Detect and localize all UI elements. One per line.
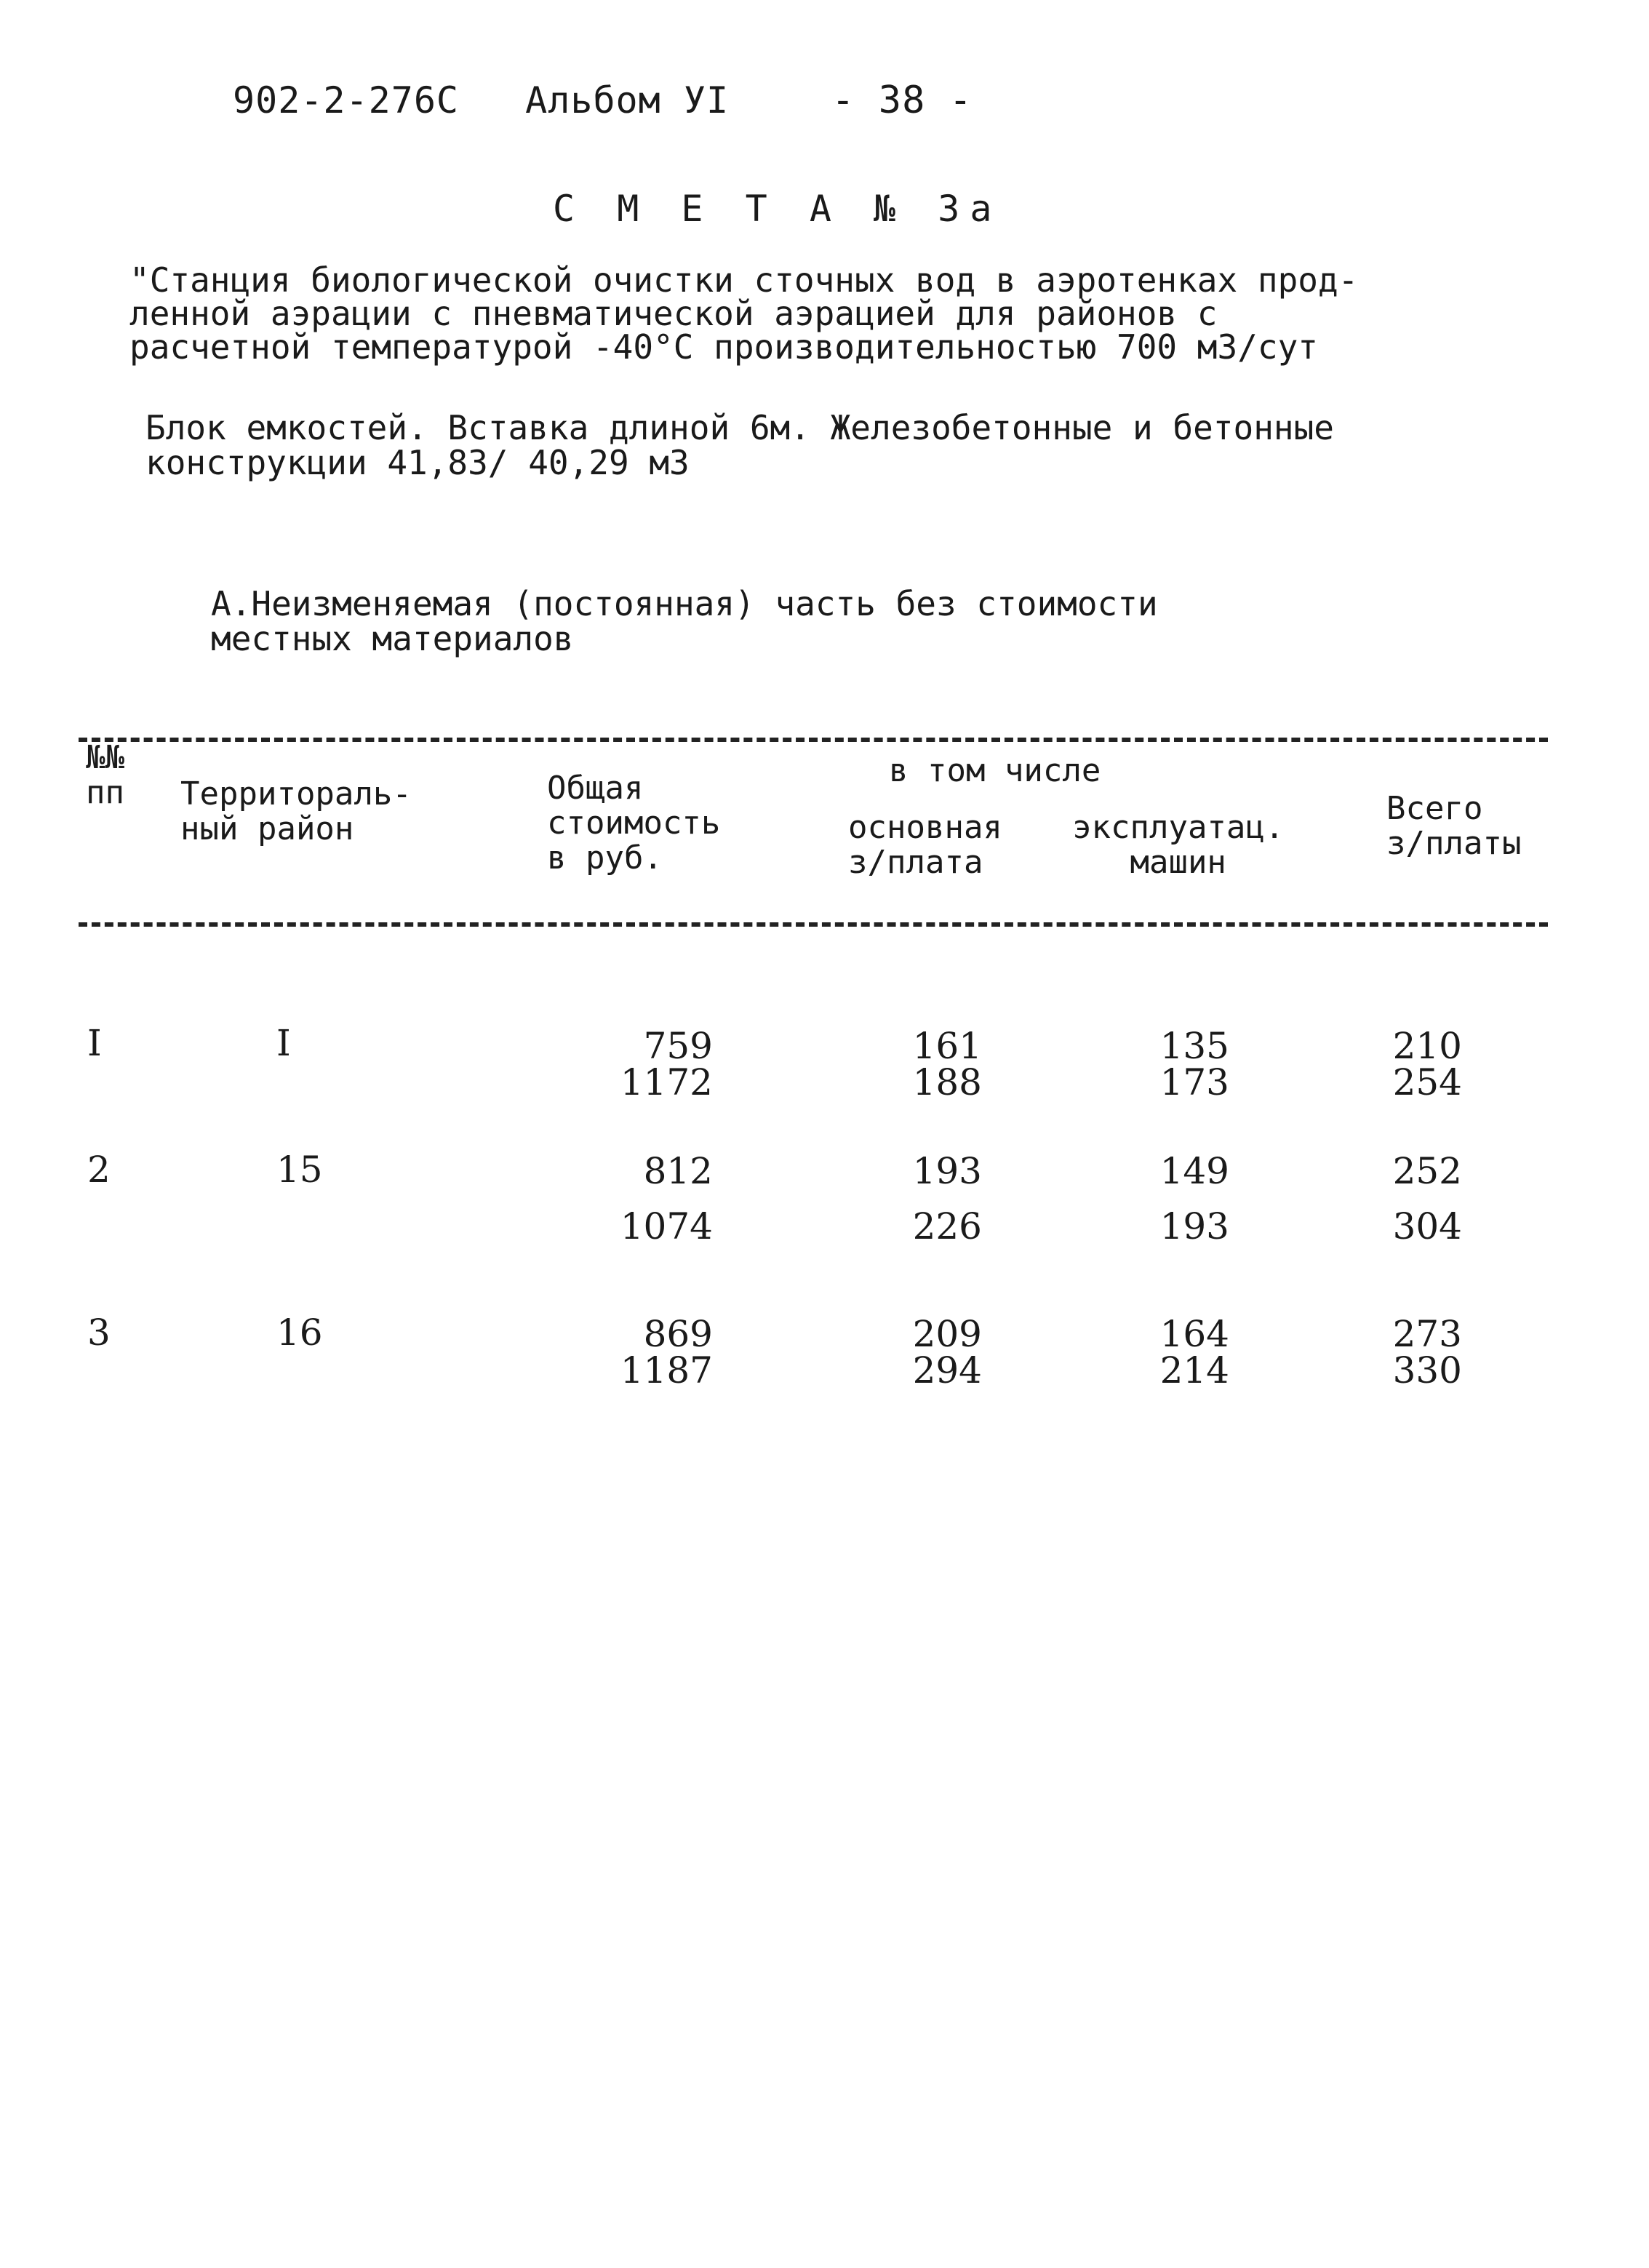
block-description: Блок емкостей. Вставка длиной 6м. Железобетонные и бетонные конструкции 41,83/ 40,29 м3 bbox=[145, 408, 1334, 482]
header-machine-operation: эксплуатац. машин bbox=[1072, 809, 1285, 881]
cell-total-wages: 254 bbox=[1392, 1061, 1462, 1103]
row-region: I bbox=[276, 1022, 291, 1064]
cell-base-wages: 294 bbox=[912, 1349, 982, 1391]
cell-base-wages: 193 bbox=[912, 1150, 982, 1192]
album-label: Альбом УI bbox=[525, 79, 730, 121]
cell-total-wages: 252 bbox=[1392, 1150, 1462, 1192]
header-including: в том числе bbox=[889, 752, 1101, 789]
table-top-rule bbox=[79, 738, 1548, 742]
page-number: - 38 - bbox=[831, 79, 973, 122]
table-header-rule bbox=[79, 922, 1548, 927]
header-row-number: №№ пп bbox=[86, 739, 124, 811]
row-number: 2 bbox=[87, 1149, 111, 1191]
cell-total-cost: 812 bbox=[643, 1150, 713, 1192]
document-code: 902-2-276С bbox=[233, 79, 460, 121]
header-total-wages: Всего з/платы bbox=[1386, 790, 1522, 862]
cell-total-wages: 210 bbox=[1392, 1025, 1462, 1067]
section-a-heading: А.Неизменяемая (постоянная) часть без стоимости местных материалов bbox=[211, 584, 1158, 658]
cell-machine-operation: 164 bbox=[1159, 1313, 1229, 1355]
cell-machine-operation: 149 bbox=[1159, 1150, 1229, 1192]
cell-base-wages: 209 bbox=[912, 1313, 982, 1355]
cell-total-wages: 273 bbox=[1392, 1313, 1462, 1355]
cell-machine-operation: 135 bbox=[1159, 1025, 1229, 1067]
page-header bbox=[233, 79, 973, 122]
row-region: 16 bbox=[276, 1311, 323, 1354]
cell-machine-operation: 214 bbox=[1159, 1349, 1229, 1391]
cell-total-cost: 1172 bbox=[620, 1061, 713, 1103]
cell-base-wages: 226 bbox=[912, 1205, 982, 1247]
row-number: 3 bbox=[87, 1311, 111, 1354]
project-description: "Станция биологической очистки сточных вод в аэротенках прод- ленной аэрации с пневматической аэрацией для районов с расчетной температурой -40°С производительностью 700 м3/сут bbox=[129, 260, 1359, 367]
header-region: Территораль- ный район bbox=[180, 775, 412, 847]
cell-base-wages: 188 bbox=[912, 1061, 982, 1103]
cell-total-cost: 869 bbox=[643, 1313, 713, 1355]
cell-base-wages: 161 bbox=[912, 1025, 982, 1067]
header-total-cost: Общая стоимость в руб. bbox=[547, 770, 721, 877]
estimate-title: С М Е Т А № 3а bbox=[553, 188, 1002, 230]
cell-total-cost: 1187 bbox=[620, 1349, 713, 1391]
cell-total-cost: 1074 bbox=[620, 1205, 713, 1247]
cell-total-cost: 759 bbox=[643, 1025, 713, 1067]
row-region: 15 bbox=[276, 1149, 323, 1191]
row-number: I bbox=[87, 1022, 102, 1064]
cell-total-wages: 330 bbox=[1392, 1349, 1462, 1391]
cell-total-wages: 304 bbox=[1392, 1205, 1462, 1247]
cell-machine-operation: 193 bbox=[1159, 1205, 1229, 1247]
cell-machine-operation: 173 bbox=[1159, 1061, 1229, 1103]
header-base-wages: основная з/плата bbox=[848, 809, 1002, 881]
